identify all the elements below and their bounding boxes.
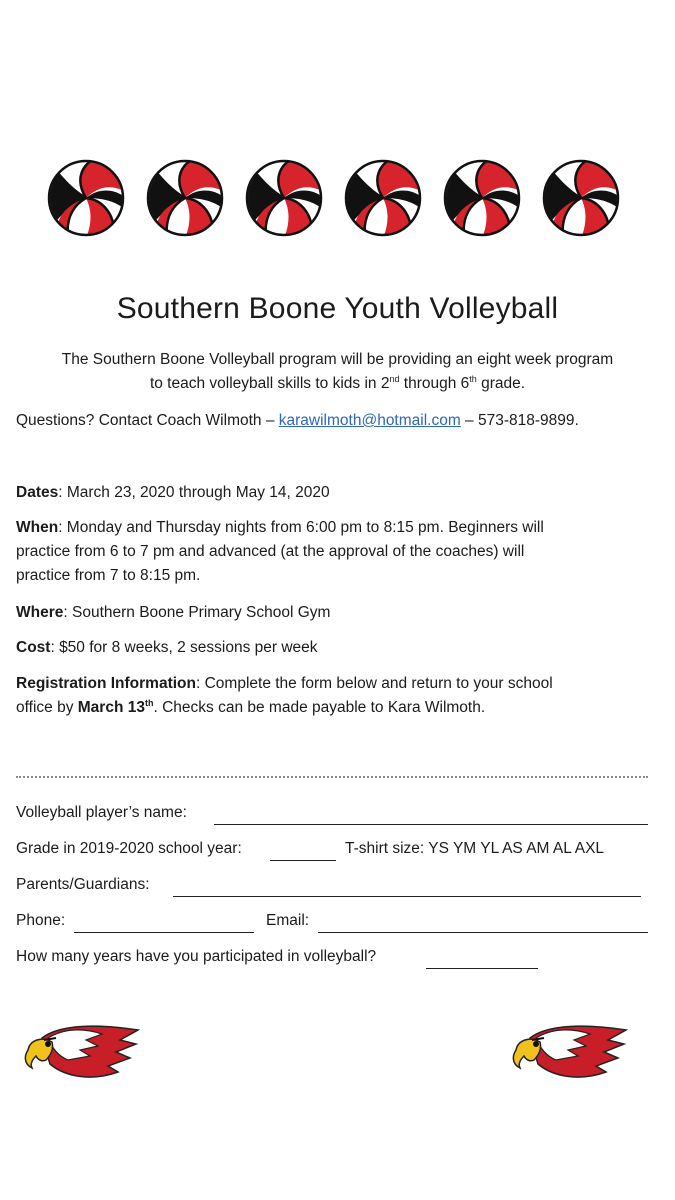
phone-email-row <box>16 912 656 936</box>
player-name-field[interactable] <box>214 824 648 825</box>
contact-line: Questions? Contact Coach Wilmoth – karawilmoth@hotmail.com – 573-818-9899. <box>16 412 579 429</box>
volleyball-icon <box>343 158 423 238</box>
where-line: Where: Southern Boone Primary School Gym <box>16 604 331 621</box>
registration-paragraph: Registration Information: Complete the form below and return to your school office by March 13th. Checks can be made payable to Kara Wilmoth. <box>16 675 553 716</box>
parents-row <box>16 876 656 900</box>
volleyball-icon <box>442 158 522 238</box>
volleyball-icon <box>541 158 621 238</box>
email-link[interactable]: karawilmoth@hotmail.com <box>278 412 461 429</box>
intro-line-1: The Southern Boone Volleyball program will be providing an eight week program <box>61 351 614 368</box>
grade-label: Grade in 2019-2020 school year: <box>16 840 242 857</box>
phone-label: Phone: <box>16 912 66 929</box>
intro-line-2: to teach volleyball skills to kids in 2nd through 6th grade. <box>149 373 526 392</box>
intro-paragraph <box>0 348 675 396</box>
volleyball-icon <box>244 158 324 238</box>
volleyball-icon <box>46 158 126 238</box>
parents-label: Parents/Guardians: <box>16 876 150 893</box>
player-name-label: Volleyball player’s name: <box>16 804 187 821</box>
volleyball-icon <box>145 158 225 238</box>
grade-row <box>16 840 656 864</box>
years-label: How many years have you participated in volleyball? <box>16 948 377 965</box>
cut-line-divider <box>16 776 648 778</box>
phone-field[interactable] <box>74 932 254 933</box>
tshirt-size-options[interactable]: T-shirt size: YS YM YL AS AM AL AXL <box>345 840 605 857</box>
email-label: Email: <box>266 912 310 929</box>
eagle-mascot-icon <box>508 1020 628 1084</box>
parents-field[interactable] <box>173 896 641 897</box>
grade-field[interactable] <box>270 860 336 861</box>
player-name-row <box>16 804 656 828</box>
dates-line: Dates: March 23, 2020 through May 14, 2020 <box>16 484 330 501</box>
when-paragraph: When: Monday and Thursday nights from 6:00 pm to 8:15 pm. Beginners will practice from 6 to 7 pm and advanced (at the approval of the coaches) will practice from 7 to 8:15 pm. <box>16 519 544 584</box>
eagle-mascot-icon <box>20 1020 140 1084</box>
cost-line: Cost: $50 for 8 weeks, 2 sessions per week <box>16 639 318 656</box>
years-row <box>16 948 656 972</box>
volleyball-row <box>46 158 626 238</box>
email-field[interactable] <box>318 932 648 933</box>
years-field[interactable] <box>426 968 538 969</box>
page-title: Southern Boone Youth Volleyball <box>116 292 559 325</box>
